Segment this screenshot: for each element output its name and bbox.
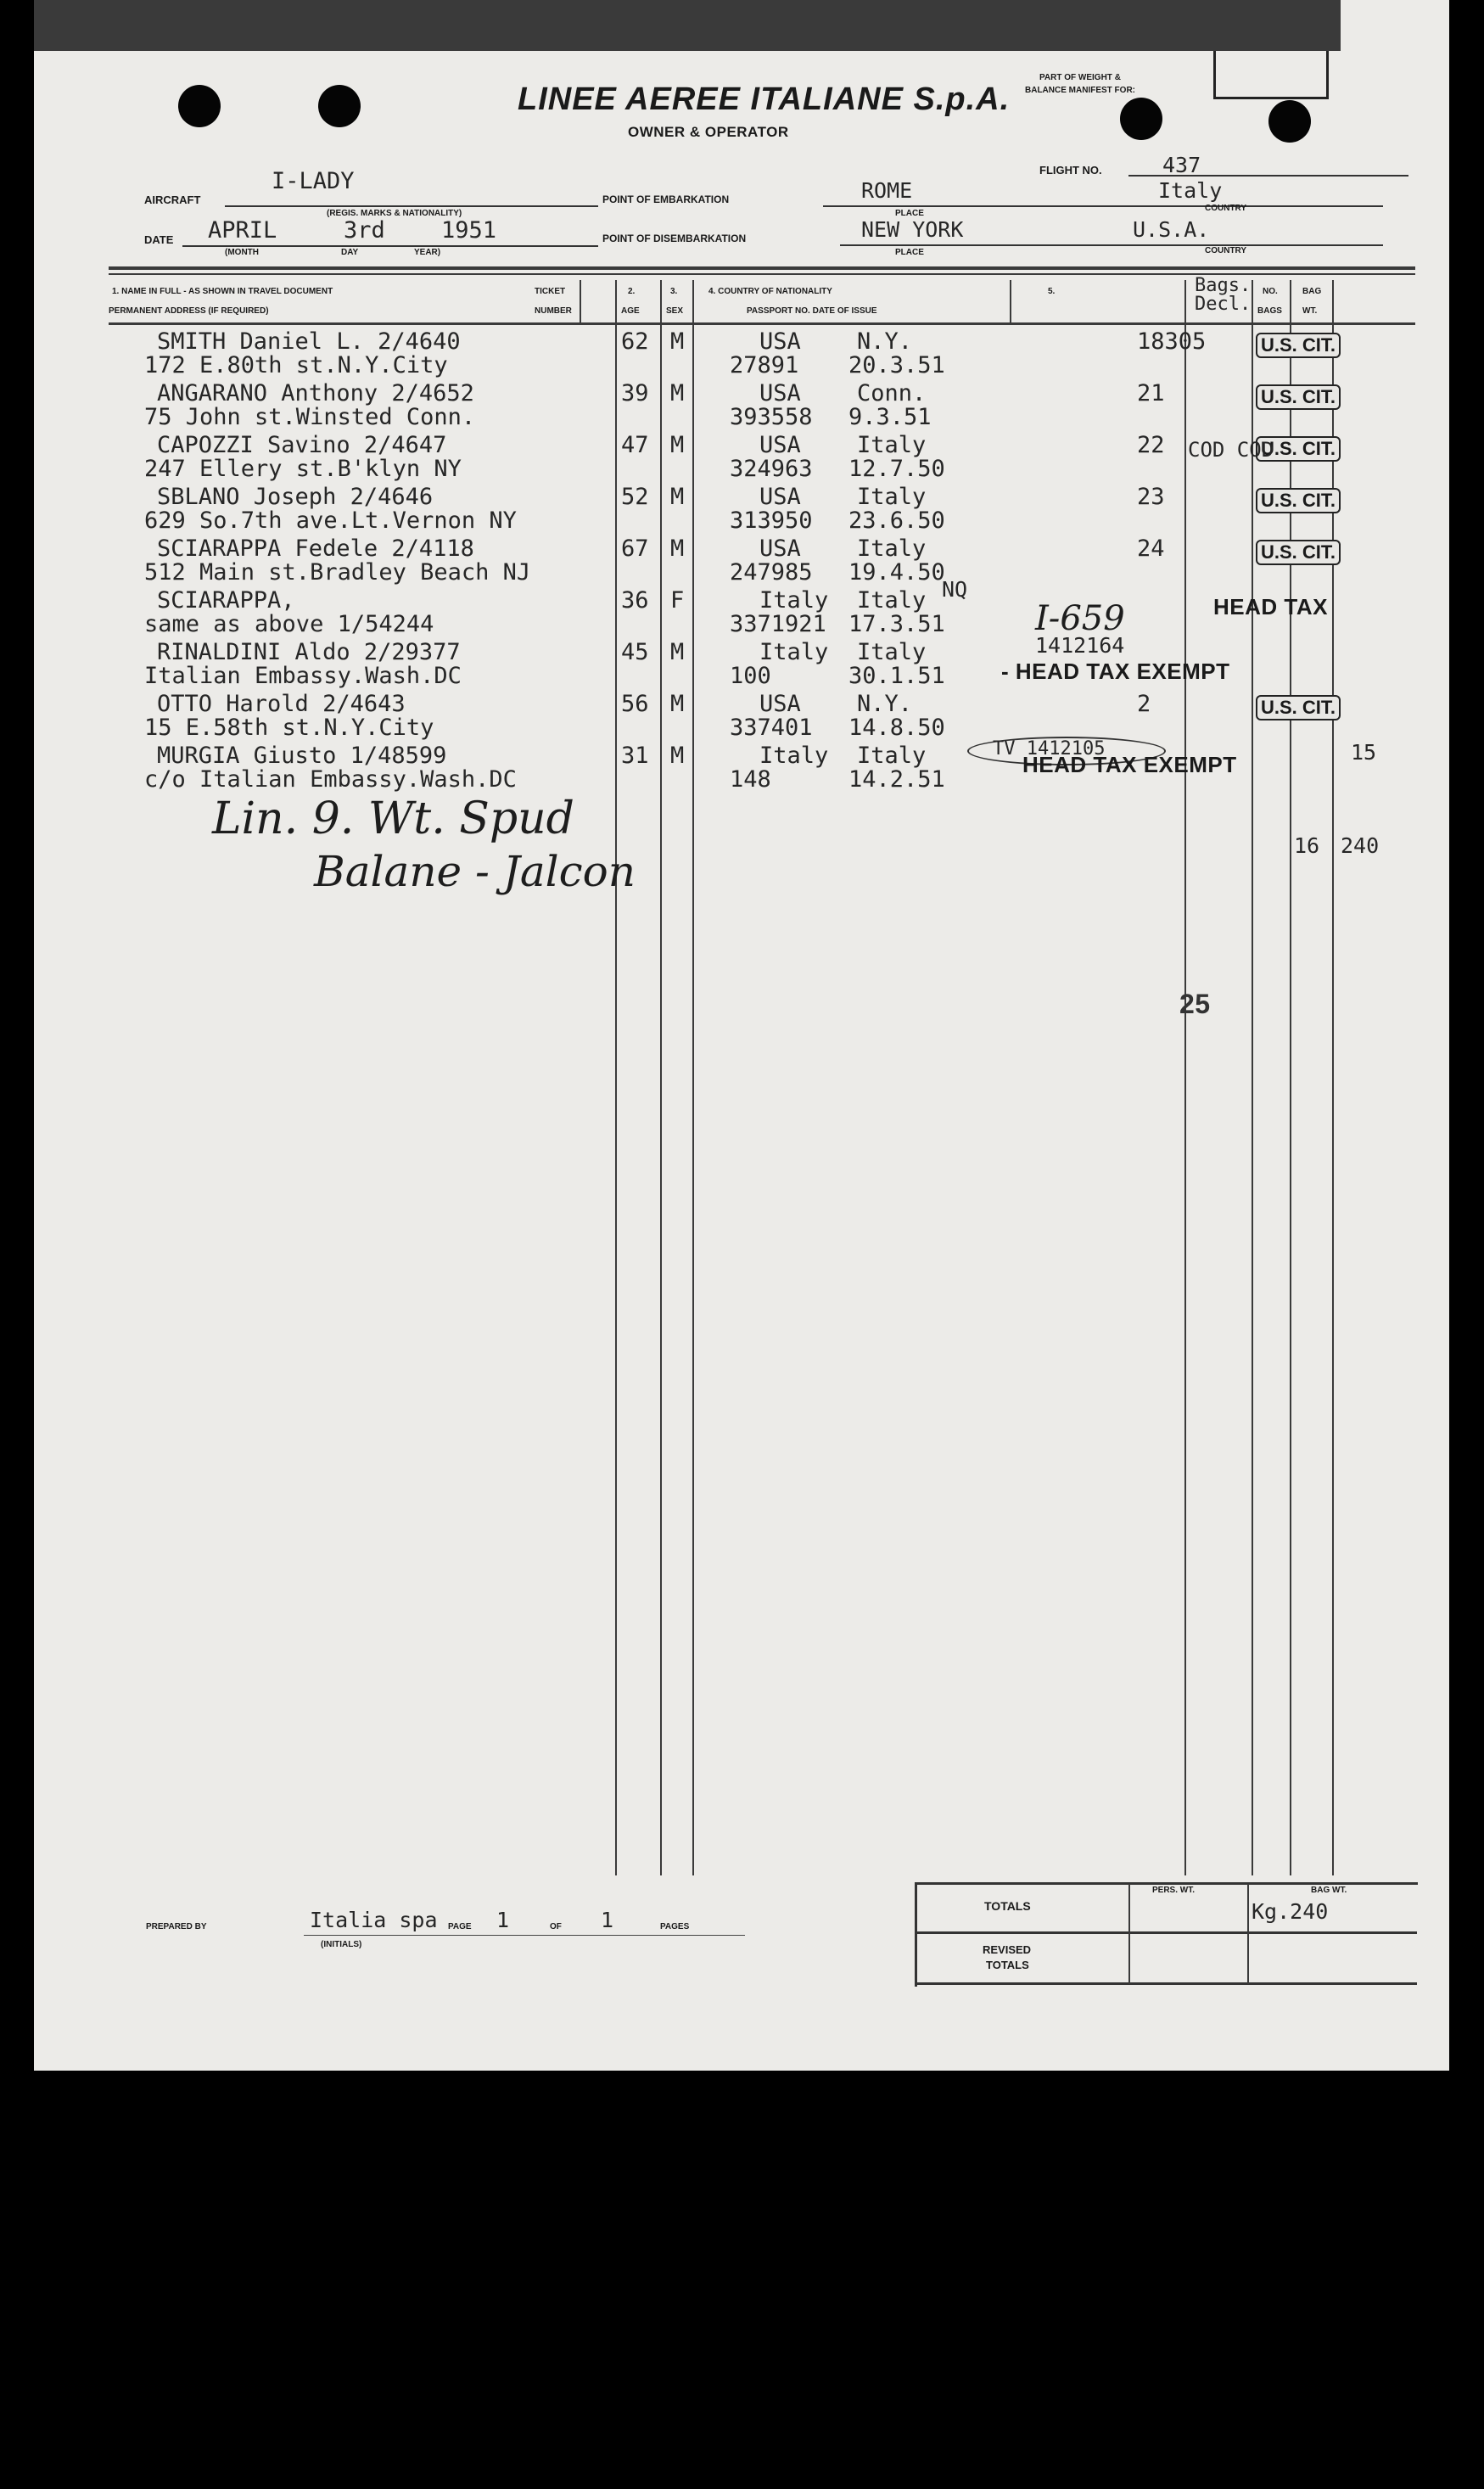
date-day: 3rd — [344, 217, 385, 244]
bag-wt-label: BAG WT. — [1311, 1886, 1347, 1895]
passenger-line1: SCIARAPPA Fedele 2/4118 — [157, 535, 474, 562]
date-sub: DAY — [341, 248, 359, 257]
passenger-line1: SMITH Daniel L. 2/4640 — [157, 328, 461, 355]
passenger-nat: USA — [759, 328, 801, 355]
passenger-age: 67 — [621, 535, 649, 562]
date-year: 1951 — [441, 217, 497, 244]
embark-country: Italy — [1158, 178, 1223, 203]
passenger-date: 14.2.51 — [848, 766, 945, 793]
handwritten-note: Lin. 9. Wt. Spud — [212, 793, 574, 844]
passenger-nat2: N.Y. — [857, 691, 913, 717]
passenger-nat2: Italy — [857, 639, 927, 665]
col-ticket-heading: TICKET — [535, 287, 566, 296]
tv-annotation: TV 1412105 — [993, 738, 1106, 760]
disembark-country: U.S.A. — [1133, 217, 1210, 242]
passenger-line2: same as above 1/54244 — [144, 611, 434, 637]
total-bag-weight: 240 — [1341, 833, 1380, 858]
passenger-date: 30.1.51 — [848, 663, 945, 689]
passenger-line2: 247 Ellery st.B'klyn NY — [144, 456, 462, 482]
passenger-sex: M — [670, 535, 685, 562]
passenger-pass: 100 — [730, 663, 771, 689]
revised-totals-label: REVISED — [983, 1943, 1032, 1956]
passenger-line2: 172 E.80th st.N.Y.City — [144, 352, 448, 378]
passenger-line1: RINALDINI Aldo 2/29377 — [157, 639, 461, 665]
col-ticket-heading: NUMBER — [535, 306, 572, 316]
revised-totals-label: TOTALS — [986, 1959, 1029, 1971]
embark-label: POINT OF EMBARKATION — [602, 193, 730, 205]
passenger-row — [34, 381, 1449, 432]
pages-label: PAGES — [660, 1922, 690, 1931]
passenger-line2: Italian Embassy.Wash.DC — [144, 663, 462, 689]
col-bags-heading: NO. — [1263, 287, 1278, 296]
passenger-nat: Italy — [759, 587, 829, 614]
weight-note: PART OF WEIGHT & — [1039, 73, 1121, 82]
pers-wt-label: PERS. WT. — [1152, 1886, 1196, 1895]
passenger-age: 47 — [621, 432, 649, 458]
citizenship-stamp: U.S. CIT. — [1256, 384, 1341, 410]
bags-decl-heading: Bags. Decl. — [1195, 275, 1252, 315]
passenger-decl: 2 — [1137, 691, 1151, 717]
passenger-pass: 337401 — [730, 715, 813, 741]
of-value: 1 — [601, 1908, 614, 1932]
passenger-decl: 23 — [1137, 484, 1165, 510]
passenger-decl: 21 — [1137, 380, 1165, 406]
passenger-line1: OTTO Harold 2/4643 — [157, 691, 406, 717]
passport-note: 1412164 — [1035, 633, 1125, 658]
initials-label: (INITIALS) — [321, 1940, 362, 1949]
passenger-date: 9.3.51 — [848, 404, 932, 430]
passenger-decl: 24 — [1137, 535, 1165, 562]
passenger-date: 19.4.50 — [848, 559, 945, 586]
embark-place: ROME — [861, 178, 913, 203]
passenger-pass: 324963 — [730, 456, 813, 482]
citizenship-stamp: U.S. CIT. — [1256, 488, 1341, 513]
col-age-heading: AGE — [621, 306, 640, 316]
prepared-by-value: Italia spa — [310, 1908, 438, 1932]
head-tax-stamp: HEAD TAX — [1213, 594, 1328, 619]
passenger-line1: ANGARANO Anthony 2/4652 — [157, 380, 474, 406]
place-sub: PLACE — [895, 248, 924, 257]
passenger-nat: USA — [759, 691, 801, 717]
passenger-nat2: Italy — [857, 743, 927, 769]
date-label: DATE — [144, 233, 174, 246]
company-name: LINEE AEREE ITALIANE S.p.A. — [518, 81, 1011, 117]
passenger-decl: 22 — [1137, 432, 1165, 458]
passenger-nat2: Italy — [857, 484, 927, 510]
passenger-nat: USA — [759, 535, 801, 562]
passenger-date: 20.3.51 — [848, 352, 945, 378]
passenger-line1: CAPOZZI Savino 2/4647 — [157, 432, 447, 458]
col-nationality-heading: 4. COUNTRY OF NATIONALITY — [708, 287, 832, 296]
passenger-date: 12.7.50 — [848, 456, 945, 482]
passenger-sex: F — [670, 587, 685, 614]
col-bagwt-heading: BAG — [1302, 287, 1322, 296]
country-sub: COUNTRY — [1205, 204, 1247, 213]
passenger-nat2: Conn. — [857, 380, 927, 406]
passenger-age: 45 — [621, 639, 649, 665]
flight-no-label: FLIGHT NO. — [1039, 164, 1102, 177]
passenger-sex: M — [670, 743, 685, 769]
aircraft-value: I-LADY — [272, 168, 355, 194]
totals-label: TOTALS — [984, 1899, 1031, 1913]
col-sex-heading: 3. — [670, 287, 678, 296]
passenger-age: 36 — [621, 587, 649, 614]
date-sub: YEAR) — [414, 248, 441, 257]
flight-no: 437 — [1162, 153, 1201, 177]
passenger-nat: USA — [759, 432, 801, 458]
col-bags-heading: BAGS — [1257, 306, 1282, 316]
passenger-row — [34, 743, 1449, 794]
passenger-decl: 18305 — [1137, 328, 1207, 355]
passenger-line2: 629 So.7th ave.Lt.Vernon NY — [144, 507, 517, 534]
col-passport-heading: PASSPORT NO. DATE OF ISSUE — [747, 306, 877, 316]
col-5-heading: 5. — [1048, 287, 1056, 296]
owner-operator: OWNER & OPERATOR — [628, 124, 789, 140]
col-sex-heading: SEX — [666, 306, 684, 316]
passenger-line1: SCIARAPPA, — [157, 587, 295, 614]
passenger-nat2: Italy — [857, 432, 927, 458]
citizenship-stamp: U.S. CIT. — [1256, 540, 1341, 565]
passenger-age: 39 — [621, 380, 649, 406]
passenger-line1: MURGIA Giusto 1/48599 — [157, 743, 447, 769]
handwritten-note: Balane - Jalcon — [314, 847, 636, 896]
date-sub: (MONTH — [225, 248, 259, 257]
passenger-row — [34, 536, 1449, 587]
passenger-nat2: N.Y. — [857, 328, 913, 355]
passenger-row — [34, 485, 1449, 535]
nq-annotation: NQ — [942, 577, 968, 602]
passenger-nat: Italy — [759, 639, 829, 665]
i659-annotation: I-659 — [1035, 599, 1125, 638]
bag-weight-value: 15 — [1351, 740, 1377, 765]
passenger-date: 23.6.50 — [848, 507, 945, 534]
aircraft-sub: (REGIS. MARKS & NATIONALITY) — [327, 209, 462, 218]
passenger-pass: 313950 — [730, 507, 813, 534]
passenger-row — [34, 329, 1449, 380]
prepared-by-label: PREPARED BY — [146, 1922, 207, 1931]
passenger-line2: 75 John st.Winsted Conn. — [144, 404, 476, 430]
passenger-age: 31 — [621, 743, 649, 769]
passenger-pass: 247985 — [730, 559, 813, 586]
passenger-nat: USA — [759, 380, 801, 406]
passenger-row — [34, 692, 1449, 743]
passenger-nat: USA — [759, 484, 801, 510]
col-address-heading: PERMANENT ADDRESS (IF REQUIRED) — [109, 306, 269, 316]
passenger-sex: M — [670, 691, 685, 717]
country-sub: COUNTRY — [1205, 246, 1247, 255]
passenger-pass: 27891 — [730, 352, 799, 378]
passenger-line2: 15 E.58th st.N.Y.City — [144, 715, 434, 741]
bag-wt-total: Kg.240 — [1252, 1899, 1329, 1924]
head-tax-exempt-stamp: HEAD TAX EXEMPT — [1022, 752, 1237, 777]
aircraft-label: AIRCRAFT — [144, 193, 201, 206]
passenger-pass: 3371921 — [730, 611, 826, 637]
date-month: APRIL — [208, 217, 277, 244]
place-sub: PLACE — [895, 209, 924, 218]
cod-annotation: COD COD — [1188, 438, 1274, 462]
passenger-sex: M — [670, 484, 685, 510]
passenger-date: 17.3.51 — [848, 611, 945, 637]
count-annotation: 25 — [1179, 989, 1211, 1019]
head-tax-exempt-stamp: - HEAD TAX EXEMPT — [1001, 659, 1230, 684]
passenger-row — [34, 640, 1449, 691]
passenger-pass: 148 — [730, 766, 771, 793]
passenger-age: 62 — [621, 328, 649, 355]
page-value: 1 — [496, 1908, 510, 1932]
passenger-nat: Italy — [759, 743, 829, 769]
total-bags: 16 — [1294, 833, 1320, 858]
passenger-sex: M — [670, 432, 685, 458]
passenger-sex: M — [670, 328, 685, 355]
passenger-line2: c/o Italian Embassy.Wash.DC — [144, 766, 517, 793]
disembark-label: POINT OF DISEMBARKATION — [602, 233, 747, 244]
passenger-pass: 393558 — [730, 404, 813, 430]
passenger-age: 52 — [621, 484, 649, 510]
disembark-place: NEW YORK — [861, 217, 964, 242]
passenger-line2: 512 Main st.Bradley Beach NJ — [144, 559, 531, 586]
passenger-nat2: Italy — [857, 587, 927, 614]
weight-note: BALANCE MANIFEST FOR: — [1025, 86, 1135, 95]
citizenship-stamp: U.S. CIT. — [1256, 333, 1341, 358]
col-age-heading: 2. — [628, 287, 636, 296]
passenger-age: 56 — [621, 691, 649, 717]
citizenship-stamp: U.S. CIT. — [1256, 436, 1341, 462]
manifest-page — [34, 0, 1449, 2071]
passenger-date: 14.8.50 — [848, 715, 945, 741]
passenger-sex: M — [670, 639, 685, 665]
passenger-sex: M — [670, 380, 685, 406]
col-bagwt-heading: WT. — [1302, 306, 1318, 316]
citizenship-stamp: U.S. CIT. — [1256, 695, 1341, 720]
of-label: OF — [550, 1922, 562, 1931]
page-label: PAGE — [448, 1922, 472, 1931]
passenger-list — [34, 0, 1449, 2071]
passenger-nat2: Italy — [857, 535, 927, 562]
col-name-heading: 1. NAME IN FULL - AS SHOWN IN TRAVEL DOCUMENT — [112, 287, 333, 296]
passenger-line1: SBLANO Joseph 2/4646 — [157, 484, 434, 510]
